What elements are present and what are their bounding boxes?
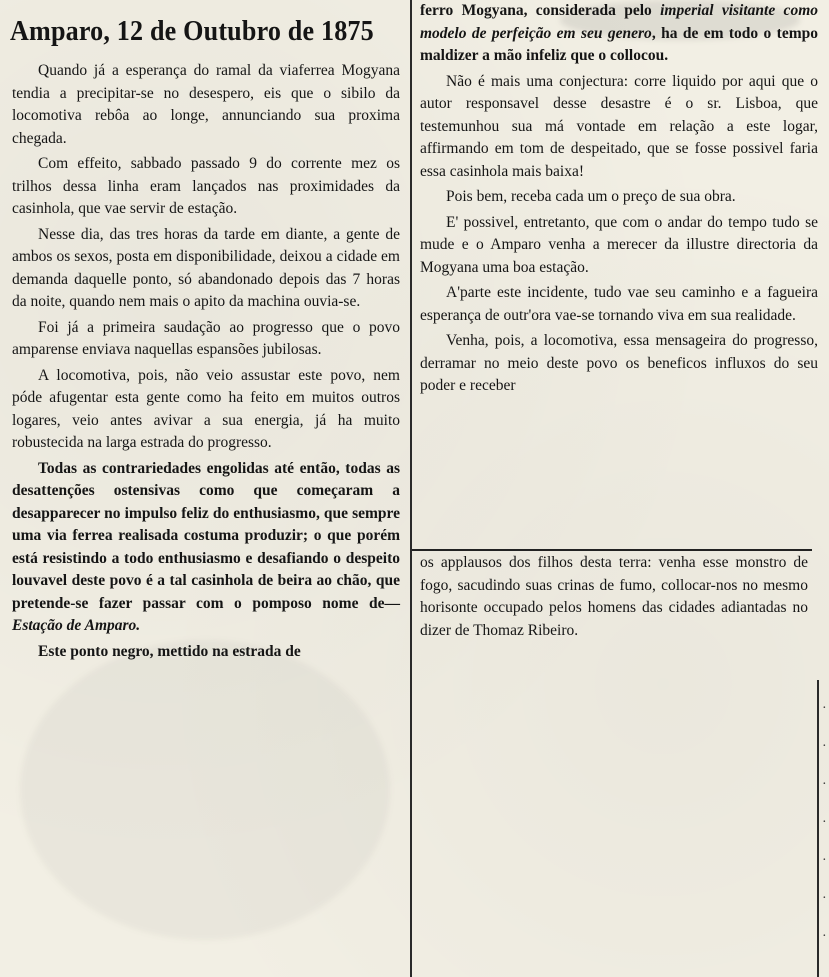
paragraph-text: , ha de em todo o tempo maldizer a mão infeliz que o collocou. bbox=[420, 24, 818, 64]
paragraph: os applausos dos filhos desta terra: venha esse monstro de fogo, sacudindo suas crinas de fumo, collocar-nos no mesmo horisonte occupado pelos homens das cidades adiantadas no dizer de Thomaz Ribeiro. bbox=[420, 554, 808, 639]
paragraph: Foi já a primeira saudação ao progresso que o povo amparense enviava naquellas espansões jubilosas. bbox=[12, 318, 400, 358]
cropped-adjacent-column: · · · · · · · bbox=[822, 701, 827, 944]
edge-column-rule bbox=[817, 680, 819, 977]
section-divider bbox=[412, 549, 812, 551]
paragraph: Quando já a esperança do ramal da viaferrea Mogyana tendia a precipitar-se no desespero, eis que o sibilo da locomotiva rebôa ao longe, annunciando sua proxima chegada. bbox=[12, 62, 400, 147]
paragraph: A'parte este incidente, tudo vae seu caminho e a fagueira esperança de outr'ora vae-se tornando viva em sua realidade. bbox=[420, 284, 818, 324]
right-column-text bbox=[420, 0, 818, 401]
dateline: Amparo, 12 de Outubro de 1875 bbox=[10, 15, 374, 47]
paragraph bbox=[420, 0, 818, 68]
paragraph: Pois bem, receba cada um o preço de sua obra. bbox=[446, 188, 736, 205]
paragraph bbox=[12, 458, 400, 638]
paragraph: Com effeito, sabbado passado 9 do corrente mez os trilhos dessa linha eram lançados nas proximidades da casinhola, que vae servir de estação. bbox=[12, 155, 400, 217]
paragraph: Não é mais uma conjectura: corre liquido por aqui que o autor responsavel desse desastre é o sr. Lisboa, que testemunhou sua má vontade em relação a este logar, affirmando em tom de despeitado, que se fosse possivel faria essa casinhola mais baixa! bbox=[420, 72, 818, 180]
paragraph: Este ponto negro, mettido na estrada de bbox=[38, 642, 301, 660]
paragraph: Venha, pois, a locomotiva, essa mensageira do progresso, derramar no meio deste povo os beneficos influxos do seu poder e receber bbox=[420, 332, 818, 394]
station-name: Estação de Amparo. bbox=[12, 617, 141, 634]
right-column bbox=[412, 0, 817, 977]
paragraph-text: Todas as contrariedades engolidas até então, todas as desattenções ostensivas como que começaram a desapparecer no impulso feliz do enthusiasmo, que sempre uma via ferrea realisada costuma produzir; o que porém está resistindo a todo enthusiasmo e desafiando o despeito louvavel deste povo é a tal casinhola de beira ao chão, que pretende-se fazer passar com o pomposo nome de— bbox=[12, 459, 400, 612]
paragraph: A locomotiva, pois, não veio assustar este povo, nem póde afugentar esta gente como ha feito em muitos outros logares, veio antes avivar a sua energia, já ha muito robustecida na larga estrada do progresso. bbox=[12, 366, 400, 451]
quoted-phrase: imperial visitante como modelo de perfeição em seu genero bbox=[420, 2, 818, 42]
paragraph-text: ferro Mogyana, considerada pelo bbox=[420, 2, 661, 19]
paragraph: E' possivel, entretanto, que com o andar do tempo tudo se mude e o Amparo venha a merecer da illustre directoria da Mogyana uma boa estação. bbox=[420, 213, 818, 276]
continuation-text bbox=[420, 552, 808, 645]
left-column bbox=[0, 0, 410, 977]
paragraph: Nesse dia, das tres horas da tarde em diante, a gente de ambos os sexos, posta em disponibilidade, deixou a cidade em demanda daquelle ponto, só abandonado depois das 7 horas da noite, quando nem mais o apito da machina ouvia-se. bbox=[12, 225, 400, 310]
left-column-text bbox=[12, 60, 400, 666]
